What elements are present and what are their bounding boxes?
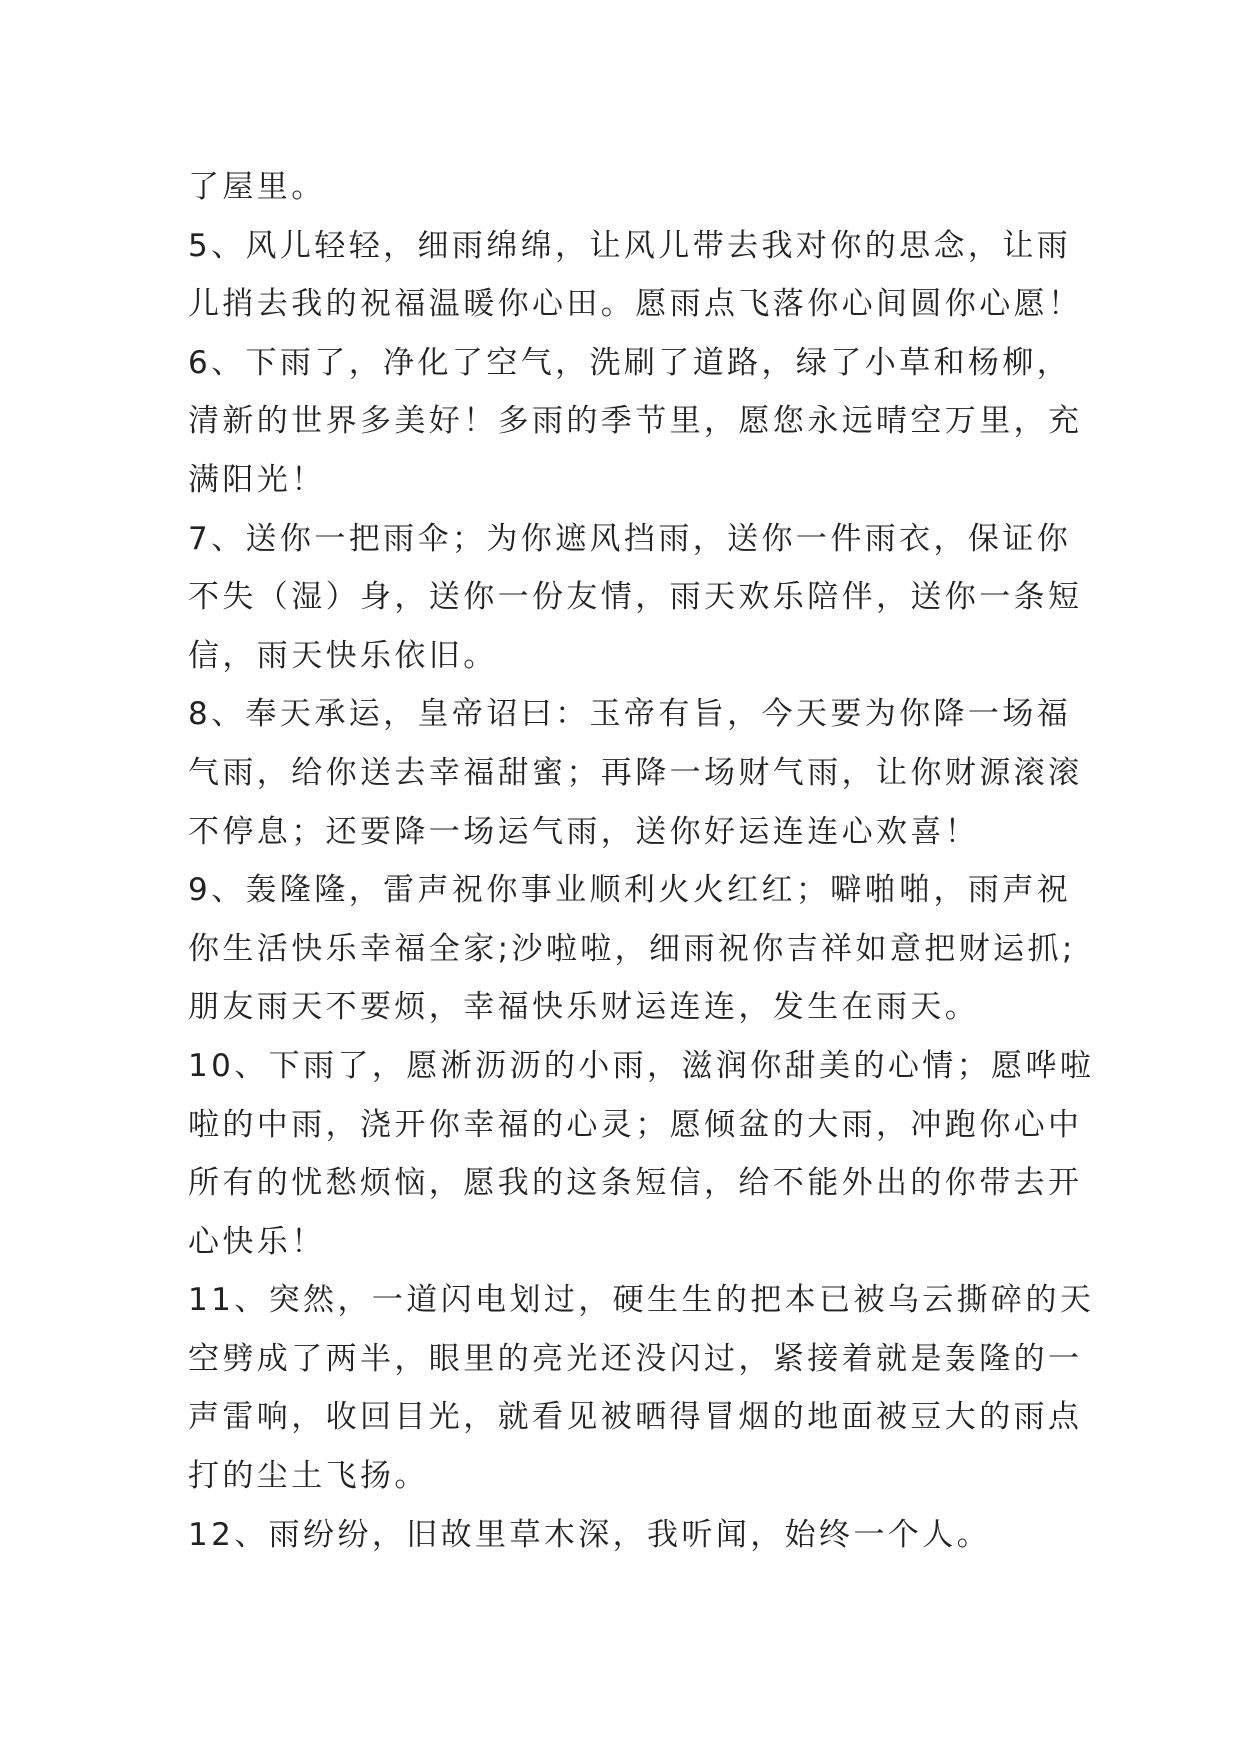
- text-line: 气雨，给你送去幸福甜蜜；再降一场财气雨，让你财源滚滚: [188, 754, 1083, 791]
- text-line: 6、下雨了，净化了空气，洗刷了道路，绿了小草和杨柳，: [188, 344, 1072, 381]
- text-line: 了屋里。: [188, 169, 326, 205]
- text-line: 10、下雨了，愿淅沥沥的小雨，滋润你甜美的心情；愿哗啦: [188, 1047, 1095, 1084]
- text-line: 8、奉天承运，皇帝诏曰：玉帝有旨，今天要为你降一场福: [188, 696, 1072, 733]
- text-line: 所有的忧愁烦恼，愿我的这条短信，给不能外出的你带去开: [188, 1165, 1083, 1202]
- text-line: 朋友雨天不要烦，幸福快乐财运连连，发生在雨天。: [188, 989, 980, 1026]
- document-body-text: [188, 158, 1095, 1564]
- text-line: 11、突然，一道闪电划过，硬生生的把本已被乌云撕碎的天: [188, 1282, 1095, 1319]
- text-line: 不停息；还要降一场运气雨，送你好运连连心欢喜！: [188, 813, 980, 850]
- text-line: 满阳光！: [188, 461, 326, 498]
- text-line: 打的尘土飞扬。: [188, 1458, 429, 1495]
- text-line: 5、风儿轻轻，细雨绵绵，让风儿带去我对你的思念，让雨: [188, 227, 1072, 264]
- text-line: 信，雨天快乐依旧。: [188, 637, 498, 674]
- text-line: 空劈成了两半，眼里的亮光还没闪过，紧接着就是轰隆的一: [188, 1340, 1083, 1377]
- text-line: 心快乐！: [188, 1223, 326, 1260]
- text-line: 12、雨纷纷，旧故里草木深，我听闻，始终一个人。: [188, 1516, 992, 1553]
- text-line: 7、送你一把雨伞；为你遮风挡雨，送你一件雨衣，保证你: [188, 520, 1072, 557]
- text-line: 儿捎去我的祝福温暖你心田。愿雨点飞落你心间圆你心愿！: [188, 286, 1083, 323]
- text-line: 啦的中雨，浇开你幸福的心灵；愿倾盆的大雨，冲跑你心中: [188, 1106, 1083, 1143]
- text-line: 声雷响，收回目光，就看见被晒得冒烟的地面被豆大的雨点: [188, 1399, 1083, 1436]
- text-line: 清新的世界多美好！多雨的季节里，愿您永远晴空万里，充: [188, 403, 1083, 440]
- text-line: 9、轰隆隆，雷声祝你事业顺利火火红红；噼啪啪，雨声祝: [188, 872, 1072, 909]
- text-line: 你生活快乐幸福全家;沙啦啦，细雨祝你吉祥如意把财运抓;: [188, 930, 1076, 967]
- text-line: 不失（湿）身，送你一份友情，雨天欢乐陪伴，送你一条短: [188, 579, 1083, 616]
